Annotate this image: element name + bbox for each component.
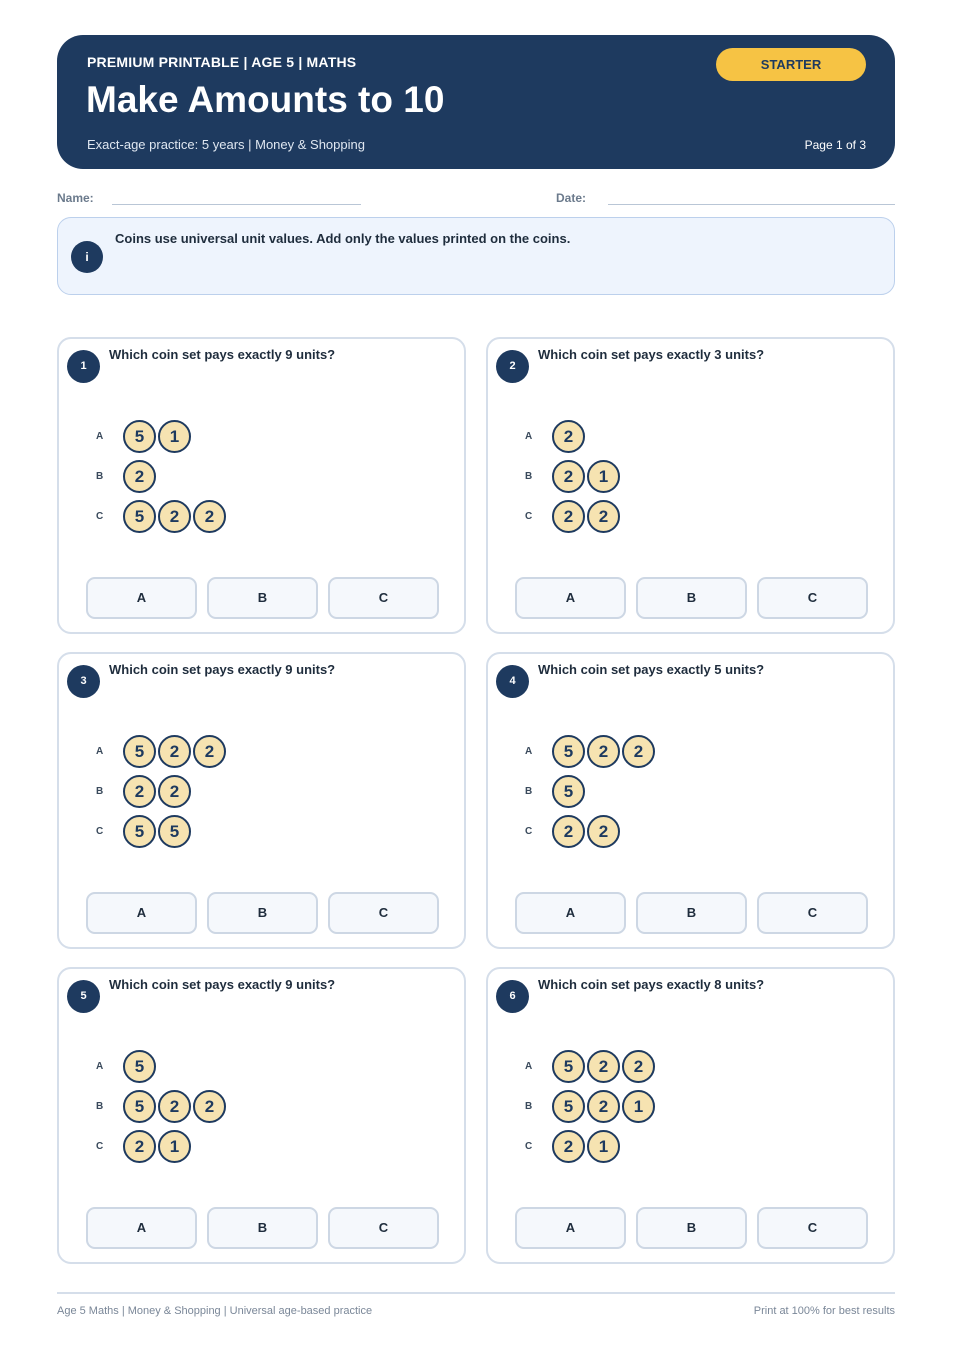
info-box (57, 217, 895, 295)
coin-icon: 1 (158, 420, 191, 453)
question-number: 3 (67, 665, 100, 698)
name-label: Name: (57, 191, 94, 205)
coin-icon: 5 (123, 815, 156, 848)
coin-set (123, 420, 191, 453)
question-number: 4 (496, 665, 529, 698)
option-letter: B (525, 785, 533, 797)
coin-icon: 2 (587, 815, 620, 848)
coin-icon: 5 (552, 735, 585, 768)
coin-icon: 1 (158, 1130, 191, 1163)
coin-icon: 2 (587, 735, 620, 768)
question-number: 6 (496, 980, 529, 1013)
option-letter: C (525, 510, 533, 522)
coin-icon: 5 (158, 815, 191, 848)
coin-icon: 2 (193, 735, 226, 768)
answer-choices (515, 892, 868, 934)
coin-icon: 1 (587, 460, 620, 493)
option-letter: A (525, 1060, 533, 1072)
page-title: Make Amounts to 10 (86, 79, 445, 120)
coin-set (123, 735, 226, 768)
question-card (57, 652, 466, 949)
question-card (486, 337, 895, 634)
coin-icon: 5 (123, 735, 156, 768)
option-letter: B (525, 470, 533, 482)
option-letter: C (96, 1140, 104, 1152)
question-card (57, 967, 466, 1264)
answer-c-button[interactable]: C (328, 577, 439, 619)
option-row (96, 419, 191, 453)
option-row (96, 814, 191, 848)
header-kicker: PREMIUM PRINTABLE | AGE 5 | MATHS (87, 54, 357, 70)
coin-icon: 5 (552, 1050, 585, 1083)
date-line[interactable] (608, 204, 895, 205)
question-prompt: Which coin set pays exactly 5 units? (538, 662, 765, 677)
question-prompt: Which coin set pays exactly 9 units? (109, 977, 336, 992)
option-row (525, 499, 620, 533)
answer-choices (515, 1207, 868, 1249)
header-subtitle: Exact-age practice: 5 years | Money & Shopping (87, 137, 365, 152)
answer-a-button[interactable]: A (86, 577, 197, 619)
option-letter: A (96, 1060, 104, 1072)
page-indicator: Page 1 of 3 (804, 138, 866, 152)
question-card (486, 967, 895, 1264)
coin-set (552, 775, 585, 808)
coin-icon: 5 (123, 1090, 156, 1123)
coin-set (552, 1090, 655, 1123)
option-letter: B (525, 1100, 533, 1112)
coin-set (123, 460, 156, 493)
option-letter: A (525, 745, 533, 757)
coin-icon: 2 (158, 775, 191, 808)
option-row (525, 419, 585, 453)
answer-b-button[interactable]: B (207, 577, 318, 619)
option-letter: A (96, 430, 104, 442)
option-row (525, 459, 620, 493)
answer-c-button[interactable]: C (328, 892, 439, 934)
coin-icon: 2 (622, 735, 655, 768)
worksheet-header (57, 35, 895, 169)
option-row (525, 734, 655, 768)
option-row (525, 774, 585, 808)
option-row (96, 1049, 156, 1083)
coin-set (123, 1050, 156, 1083)
coin-icon: 2 (123, 460, 156, 493)
question-prompt: Which coin set pays exactly 9 units? (109, 662, 336, 677)
answer-c-button[interactable]: C (757, 1207, 868, 1249)
option-row (525, 814, 620, 848)
coin-icon: 2 (193, 500, 226, 533)
coin-icon: 1 (622, 1090, 655, 1123)
option-letter: B (96, 1100, 104, 1112)
coin-icon: 2 (622, 1050, 655, 1083)
answer-b-button[interactable]: B (636, 577, 747, 619)
coin-set (552, 735, 655, 768)
answer-b-button[interactable]: B (207, 892, 318, 934)
option-letter: C (96, 510, 104, 522)
footer-divider (57, 1292, 895, 1294)
option-row (96, 499, 226, 533)
answer-choices (86, 1207, 439, 1249)
coin-icon: 2 (123, 1130, 156, 1163)
footer-left-text: Age 5 Maths | Money & Shopping | Universal age-based practice (57, 1305, 373, 1317)
name-line[interactable] (112, 204, 361, 205)
coin-icon: 2 (552, 420, 585, 453)
coin-set (123, 815, 191, 848)
option-row (96, 1129, 191, 1163)
option-letter: A (525, 430, 533, 442)
coin-icon: 2 (158, 735, 191, 768)
answer-b-button[interactable]: B (636, 892, 747, 934)
option-letter: B (96, 470, 104, 482)
coin-icon: 2 (552, 460, 585, 493)
coin-icon: 5 (123, 500, 156, 533)
option-row (96, 774, 191, 808)
option-letter: C (96, 825, 104, 837)
question-card (486, 652, 895, 949)
coin-set (552, 1130, 620, 1163)
question-number: 2 (496, 350, 529, 383)
answer-choices (86, 577, 439, 619)
coin-icon: 2 (552, 500, 585, 533)
coin-set (123, 775, 191, 808)
date-label: Date: (556, 191, 587, 205)
coin-set (552, 815, 620, 848)
option-row (525, 1089, 655, 1123)
option-row (525, 1049, 655, 1083)
option-row (96, 1089, 226, 1123)
question-prompt: Which coin set pays exactly 3 units? (538, 347, 765, 362)
coin-icon: 2 (158, 500, 191, 533)
question-number: 5 (67, 980, 100, 1013)
option-row (96, 459, 156, 493)
option-letter: C (525, 1140, 533, 1152)
answer-a-button[interactable]: A (515, 1207, 626, 1249)
coin-icon: 2 (552, 815, 585, 848)
coin-set (552, 500, 620, 533)
level-badge: STARTER (716, 48, 866, 81)
coin-icon: 2 (123, 775, 156, 808)
question-prompt: Which coin set pays exactly 8 units? (538, 977, 765, 992)
coin-icon: 2 (193, 1090, 226, 1123)
answer-c-button[interactable]: C (757, 892, 868, 934)
option-letter: B (96, 785, 104, 797)
answer-b-button[interactable]: B (207, 1207, 318, 1249)
answer-choices (515, 577, 868, 619)
coin-set (552, 1050, 655, 1083)
answer-a-button[interactable]: A (515, 892, 626, 934)
answer-choices (86, 892, 439, 934)
coin-set (552, 420, 585, 453)
coin-icon: 5 (552, 1090, 585, 1123)
question-card (57, 337, 466, 634)
coin-set (123, 500, 226, 533)
coin-icon: 2 (158, 1090, 191, 1123)
coin-icon: 2 (587, 500, 620, 533)
coin-set (552, 460, 620, 493)
footer-right-text: Print at 100% for best results (753, 1305, 895, 1317)
option-letter: C (525, 825, 533, 837)
question-number: 1 (67, 350, 100, 383)
answer-a-button[interactable]: A (86, 892, 197, 934)
coin-set (123, 1090, 226, 1123)
coin-icon: 5 (123, 420, 156, 453)
answer-b-button[interactable]: B (636, 1207, 747, 1249)
coin-icon: 2 (552, 1130, 585, 1163)
coin-icon: 2 (587, 1050, 620, 1083)
option-letter: A (96, 745, 104, 757)
answer-c-button[interactable]: C (328, 1207, 439, 1249)
option-row (525, 1129, 620, 1163)
info-icon: i (71, 241, 103, 273)
answer-a-button[interactable]: A (86, 1207, 197, 1249)
coin-icon: 5 (123, 1050, 156, 1083)
coin-icon: 5 (552, 775, 585, 808)
info-text: Coins use universal unit values. Add only the values printed on the coins. (115, 231, 571, 246)
option-row (96, 734, 226, 768)
coin-icon: 2 (587, 1090, 620, 1123)
coin-icon: 1 (587, 1130, 620, 1163)
coin-set (123, 1130, 191, 1163)
question-prompt: Which coin set pays exactly 9 units? (109, 347, 336, 362)
answer-a-button[interactable]: A (515, 577, 626, 619)
answer-c-button[interactable]: C (757, 577, 868, 619)
